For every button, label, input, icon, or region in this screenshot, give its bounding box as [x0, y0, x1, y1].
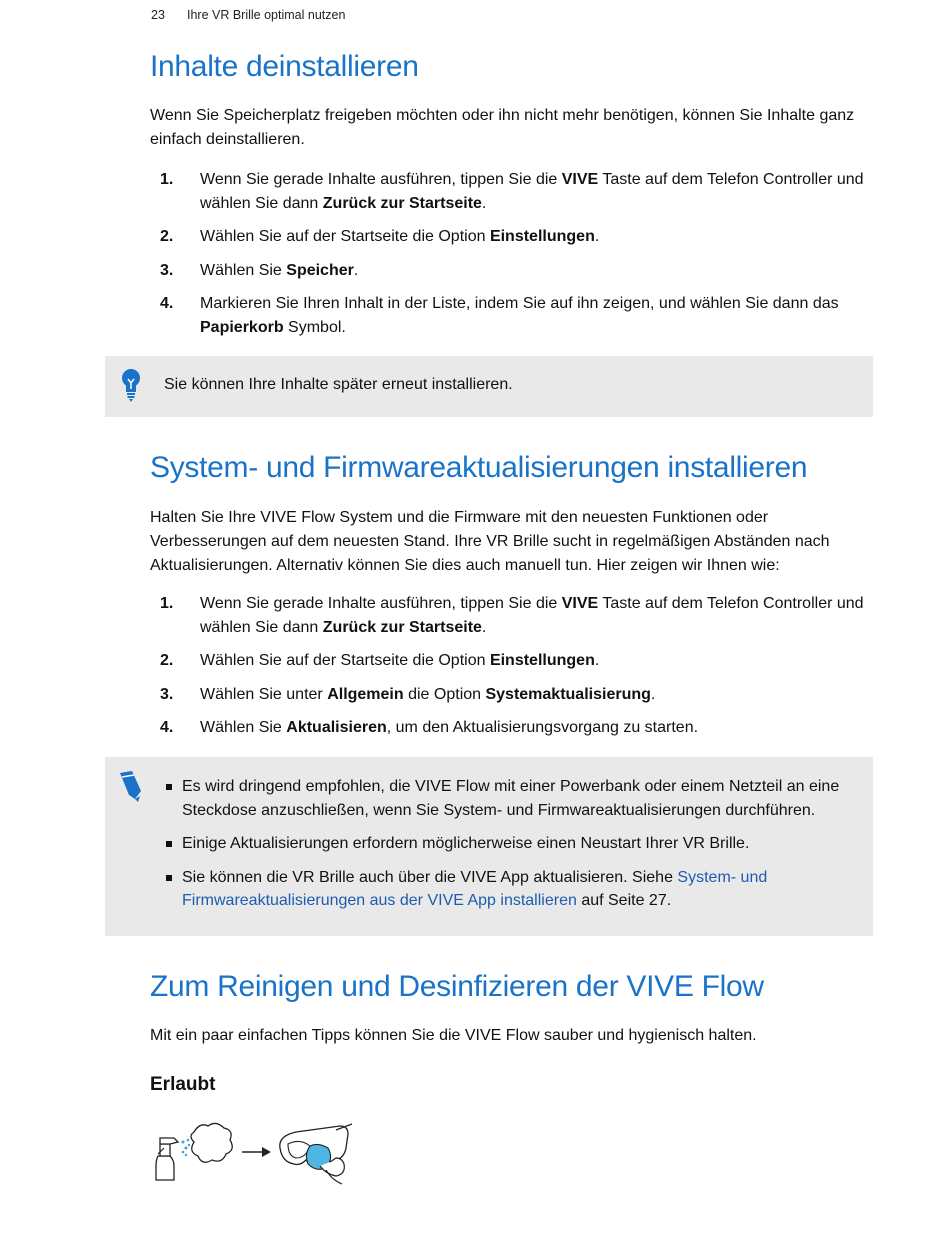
list-item: 4. Markieren Sie Ihren Inhalt in der Liste, indem Sie auf ihn zeigen, und wählen Sie dann das Papierkorb Symbol. [160, 295, 839, 336]
list-item: 2. Wählen Sie auf der Startseite die Option Einstellungen. [160, 228, 600, 245]
steps-list-uninstall [150, 168, 870, 349]
list-item: 1. Wenn Sie gerade Inhalte ausführen, tippen Sie die VIVE Taste auf dem Telefon Controller und wählen Sie dann Zurück zur Startseite. [160, 171, 864, 212]
tip-text: Sie können Ihre Inhalte später erneut installieren. [164, 376, 513, 393]
section-title-updates: System- und Firmwareaktualisierungen installieren [150, 451, 808, 484]
running-header-title: Ihre VR Brille optimal nutzen [187, 8, 346, 22]
section-intro-uninstall: Wenn Sie Speicherplatz freigeben möchten oder ihn nicht mehr benötigen, können Sie Inhalte ganz einfach deinstallieren. [150, 107, 855, 148]
section-intro-updates: Halten Sie Ihre VIVE Flow System und die Firmware mit den neuesten Funktionen oder Verbesserungen auf dem neuesten Stand. Ihre VR Brille sucht in regelmäßigen Abständen nach Aktualisierungen. Alternativ können Sie dies auch manuell tun. Hier zeigen wir Ihnen wie: [150, 509, 830, 574]
note-callout [105, 757, 873, 936]
list-item: 4. Wählen Sie Aktualisieren, um den Aktualisierungsvorgang zu starten. [160, 719, 699, 736]
list-item: 2. Wählen Sie auf der Startseite die Option Einstellungen. [160, 652, 600, 669]
list-item: 3. Wählen Sie unter Allgemein die Option Systemaktualisierung. [160, 685, 656, 703]
note-list [163, 775, 863, 923]
list-item: 3. Wählen Sie Speicher. [160, 261, 359, 279]
subheading-allowed: Erlaubt [150, 1074, 216, 1095]
running-header [151, 8, 345, 22]
pencil-note-icon [117, 769, 145, 808]
section-title-uninstall: Inhalte deinstallieren [150, 50, 419, 83]
page-number: 23 [151, 8, 165, 22]
list-item: Sie können die VR Brille auch über die VIVE App aktualisieren. Siehe System- und Firmwareaktualisierungen aus der VIVE App installieren auf Seite 27. [163, 866, 863, 913]
list-item: Einige Aktualisierungen erfordern möglicherweise einen Neustart Ihrer VR Brille. [163, 832, 863, 856]
section-intro-cleaning: Mit ein paar einfachen Tipps können Sie die VIVE Flow sauber und hygienisch halten. [150, 1027, 757, 1044]
tip-callout [105, 356, 873, 417]
cross-reference-link[interactable]: System- und Firmwareaktualisierungen aus der VIVE App installieren [182, 868, 768, 909]
steps-list-updates [150, 592, 870, 750]
section-title-cleaning: Zum Reinigen und Desinfizieren der VIVE Flow [150, 970, 764, 1003]
lightbulb-icon [120, 367, 142, 408]
list-item: 1. Wenn Sie gerade Inhalte ausführen, tippen Sie die VIVE Taste auf dem Telefon Controller und wählen Sie dann Zurück zur Startseite. [160, 595, 864, 636]
spray-cloth-wipe-glasses-icon [150, 1118, 360, 1197]
list-item: Es wird dringend empfohlen, die VIVE Flow mit einer Powerbank oder einem Netzteil an eine Steckdose anzuschließen, wenn Sie System- und Firmwareaktualisierungen durchführen. [163, 775, 863, 822]
